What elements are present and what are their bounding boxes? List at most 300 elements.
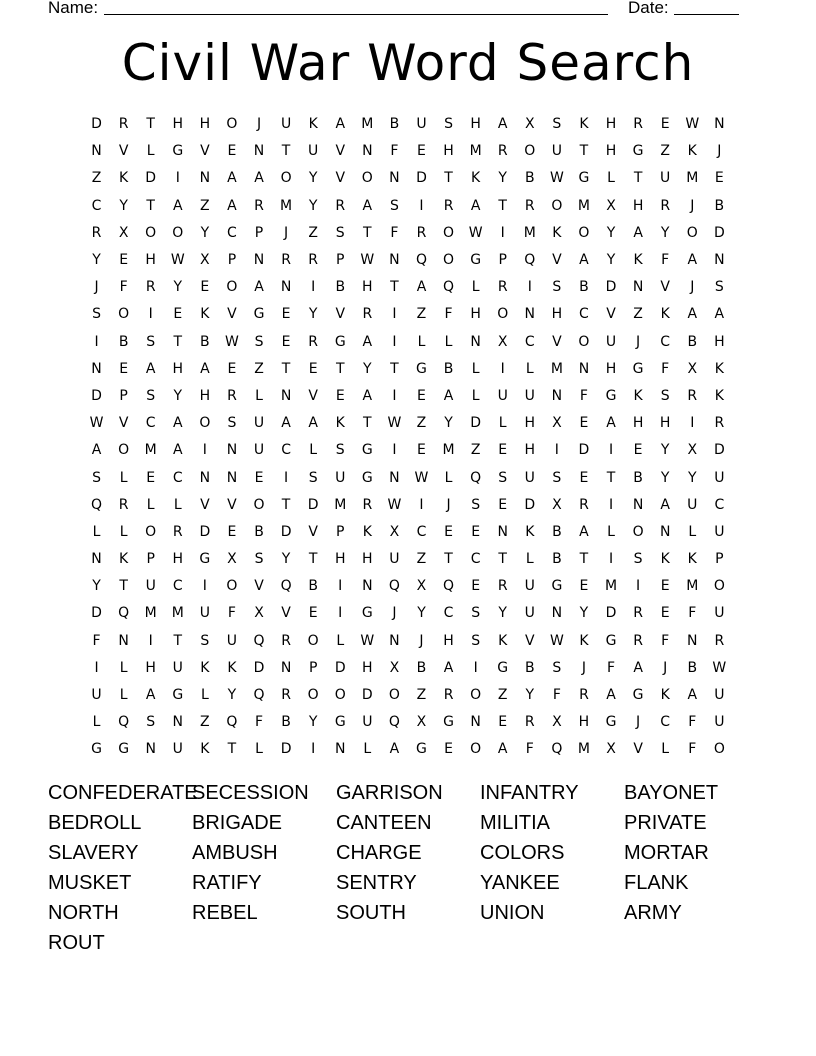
- grid-letter[interactable]: I: [527, 279, 532, 296]
- grid-letter[interactable]: N: [470, 333, 481, 350]
- grid-letter[interactable]: U: [226, 632, 238, 649]
- grid-letter[interactable]: S: [308, 469, 318, 486]
- grid-letter[interactable]: L: [146, 496, 155, 513]
- grid-letter[interactable]: V: [281, 605, 291, 622]
- grid-letter[interactable]: T: [173, 333, 183, 350]
- grid-letter[interactable]: K: [687, 143, 697, 160]
- grid-letter[interactable]: I: [392, 333, 397, 350]
- grid-letter[interactable]: F: [661, 252, 670, 269]
- grid-letter[interactable]: U: [199, 605, 210, 622]
- grid-letter[interactable]: V: [660, 279, 670, 296]
- grid-letter[interactable]: E: [227, 360, 237, 377]
- grid-letter[interactable]: F: [525, 741, 534, 758]
- grid-letter[interactable]: X: [497, 333, 508, 350]
- grid-letter[interactable]: S: [92, 306, 101, 323]
- grid-letter[interactable]: O: [632, 523, 644, 540]
- grid-letter[interactable]: P: [336, 523, 345, 540]
- grid-letter[interactable]: Z: [308, 224, 318, 241]
- grid-letter[interactable]: R: [145, 279, 156, 296]
- grid-letter[interactable]: B: [254, 523, 264, 540]
- grid-letter[interactable]: E: [579, 578, 589, 595]
- grid-letter[interactable]: A: [389, 741, 400, 758]
- grid-letter[interactable]: A: [470, 197, 481, 214]
- grid-letter[interactable]: O: [443, 252, 455, 269]
- grid-letter[interactable]: R: [254, 197, 264, 214]
- grid-letter[interactable]: A: [497, 116, 508, 133]
- grid-letter[interactable]: L: [336, 632, 345, 649]
- grid-letter[interactable]: L: [200, 687, 209, 704]
- grid-letter[interactable]: T: [281, 496, 291, 513]
- grid-letter[interactable]: A: [497, 741, 508, 758]
- grid-letter[interactable]: O: [470, 687, 482, 704]
- grid-letter[interactable]: J: [284, 224, 289, 241]
- grid-letter[interactable]: W: [360, 252, 375, 269]
- grid-letter[interactable]: A: [172, 197, 183, 214]
- grid-letter[interactable]: L: [525, 551, 534, 568]
- grid-letter[interactable]: M: [361, 116, 374, 133]
- grid-letter[interactable]: Y: [579, 605, 589, 622]
- grid-letter[interactable]: T: [579, 143, 589, 160]
- grid-letter[interactable]: U: [714, 687, 725, 704]
- grid-letter[interactable]: C: [145, 415, 156, 432]
- grid-letter[interactable]: U: [524, 387, 535, 404]
- grid-letter[interactable]: A: [606, 415, 616, 432]
- grid-letter[interactable]: B: [579, 279, 589, 296]
- grid-letter[interactable]: I: [202, 442, 207, 459]
- grid-letter[interactable]: F: [390, 143, 399, 160]
- grid-letter[interactable]: I: [392, 306, 397, 323]
- grid-letter[interactable]: O: [334, 687, 346, 704]
- grid-letter[interactable]: E: [660, 116, 670, 133]
- grid-letter[interactable]: H: [172, 551, 184, 568]
- grid-letter[interactable]: I: [338, 605, 343, 622]
- grid-letter[interactable]: U: [687, 496, 698, 513]
- grid-letter[interactable]: E: [579, 415, 589, 432]
- grid-letter[interactable]: Z: [470, 442, 481, 459]
- grid-letter[interactable]: Q: [443, 279, 455, 296]
- grid-letter[interactable]: N: [687, 632, 698, 649]
- grid-letter[interactable]: E: [227, 143, 237, 160]
- grid-letter[interactable]: T: [173, 632, 183, 649]
- grid-letter[interactable]: N: [551, 605, 563, 622]
- grid-letter[interactable]: K: [633, 387, 643, 404]
- grid-letter[interactable]: U: [280, 116, 292, 133]
- grid-letter[interactable]: M: [686, 170, 699, 187]
- name-field-line[interactable]: [104, 0, 608, 15]
- grid-letter[interactable]: S: [227, 415, 237, 432]
- grid-letter[interactable]: V: [552, 252, 562, 269]
- grid-letter[interactable]: T: [633, 170, 643, 187]
- grid-letter[interactable]: S: [146, 387, 156, 404]
- grid-letter[interactable]: G: [578, 170, 590, 187]
- grid-letter[interactable]: G: [416, 360, 427, 377]
- grid-letter[interactable]: N: [335, 741, 346, 758]
- grid-letter[interactable]: D: [145, 170, 157, 187]
- grid-letter[interactable]: D: [416, 170, 427, 187]
- grid-letter[interactable]: V: [254, 578, 264, 595]
- grid-letter[interactable]: K: [308, 116, 318, 133]
- grid-letter[interactable]: S: [146, 333, 156, 350]
- grid-letter[interactable]: Q: [253, 632, 265, 649]
- grid-letter[interactable]: W: [468, 224, 483, 241]
- grid-letter[interactable]: K: [525, 523, 535, 540]
- grid-letter[interactable]: B: [200, 333, 210, 350]
- grid-letter[interactable]: E: [146, 469, 156, 486]
- grid-letter[interactable]: A: [172, 415, 183, 432]
- grid-letter[interactable]: T: [227, 741, 237, 758]
- grid-letter[interactable]: R: [524, 197, 535, 214]
- grid-letter[interactable]: U: [605, 333, 617, 350]
- grid-letter[interactable]: C: [524, 333, 535, 350]
- grid-letter[interactable]: G: [361, 442, 373, 459]
- grid-letter[interactable]: Q: [524, 252, 536, 269]
- grid-letter[interactable]: D: [524, 496, 536, 513]
- grid-letter[interactable]: X: [416, 578, 427, 595]
- grid-letter[interactable]: O: [226, 578, 238, 595]
- grid-letter[interactable]: F: [606, 659, 616, 676]
- grid-letter[interactable]: F: [254, 714, 264, 731]
- grid-letter[interactable]: I: [636, 578, 641, 595]
- grid-letter[interactable]: T: [308, 551, 318, 568]
- grid-letter[interactable]: N: [632, 279, 644, 296]
- grid-letter[interactable]: G: [632, 687, 644, 704]
- grid-letter[interactable]: F: [688, 605, 697, 622]
- grid-letter[interactable]: A: [145, 360, 156, 377]
- grid-letter[interactable]: S: [633, 551, 643, 568]
- grid-letter[interactable]: U: [389, 551, 400, 568]
- grid-letter[interactable]: L: [498, 415, 507, 432]
- grid-letter[interactable]: A: [145, 687, 156, 704]
- grid-letter[interactable]: U: [308, 143, 319, 160]
- grid-letter[interactable]: L: [119, 687, 128, 704]
- grid-letter[interactable]: T: [498, 197, 507, 214]
- grid-letter[interactable]: S: [471, 632, 481, 649]
- grid-letter[interactable]: B: [281, 714, 291, 731]
- grid-letter[interactable]: N: [91, 143, 102, 160]
- grid-letter[interactable]: Y: [173, 279, 183, 296]
- grid-letter[interactable]: A: [362, 387, 373, 404]
- grid-letter[interactable]: X: [389, 659, 400, 676]
- grid-letter[interactable]: A: [335, 116, 346, 133]
- grid-letter[interactable]: S: [471, 496, 481, 513]
- grid-letter[interactable]: H: [632, 415, 644, 432]
- grid-letter[interactable]: O: [388, 687, 400, 704]
- grid-letter[interactable]: E: [417, 387, 426, 404]
- grid-letter[interactable]: C: [227, 224, 237, 241]
- grid-letter[interactable]: C: [579, 306, 589, 323]
- grid-letter[interactable]: H: [362, 279, 373, 296]
- grid-letter[interactable]: I: [608, 551, 614, 568]
- grid-letter[interactable]: K: [660, 551, 670, 568]
- grid-letter[interactable]: A: [362, 333, 373, 350]
- grid-letter[interactable]: S: [471, 605, 481, 622]
- grid-letter[interactable]: K: [714, 387, 724, 404]
- grid-letter[interactable]: U: [91, 687, 102, 704]
- grid-letter[interactable]: I: [311, 741, 316, 758]
- grid-letter[interactable]: J: [256, 116, 262, 133]
- grid-letter[interactable]: A: [714, 306, 725, 323]
- grid-letter[interactable]: O: [118, 306, 130, 323]
- grid-letter[interactable]: O: [470, 741, 482, 758]
- grid-letter[interactable]: C: [660, 333, 671, 350]
- grid-letter[interactable]: Q: [470, 469, 482, 486]
- grid-letter[interactable]: H: [172, 360, 184, 377]
- grid-letter[interactable]: G: [199, 551, 211, 568]
- grid-letter[interactable]: W: [387, 496, 402, 513]
- grid-letter[interactable]: F: [119, 279, 128, 296]
- grid-letter[interactable]: R: [714, 415, 725, 432]
- grid-letter[interactable]: T: [281, 360, 291, 377]
- grid-letter[interactable]: G: [172, 687, 184, 704]
- grid-letter[interactable]: I: [311, 279, 316, 296]
- grid-letter[interactable]: K: [633, 252, 643, 269]
- grid-letter[interactable]: O: [145, 523, 157, 540]
- grid-letter[interactable]: G: [118, 741, 130, 758]
- grid-letter[interactable]: R: [497, 578, 508, 595]
- grid-letter[interactable]: I: [554, 442, 559, 459]
- grid-letter[interactable]: H: [524, 442, 536, 459]
- grid-letter[interactable]: R: [281, 252, 291, 269]
- grid-letter[interactable]: D: [578, 442, 590, 459]
- grid-letter[interactable]: G: [443, 714, 454, 731]
- grid-letter[interactable]: R: [443, 687, 454, 704]
- grid-letter[interactable]: V: [552, 333, 562, 350]
- grid-letter[interactable]: H: [578, 714, 590, 731]
- grid-letter[interactable]: R: [497, 279, 508, 296]
- grid-letter[interactable]: D: [713, 224, 725, 241]
- grid-letter[interactable]: W: [360, 632, 375, 649]
- grid-letter[interactable]: N: [714, 252, 725, 269]
- grid-letter[interactable]: M: [442, 442, 455, 459]
- grid-letter[interactable]: A: [660, 496, 670, 513]
- grid-letter[interactable]: U: [253, 442, 265, 459]
- grid-letter[interactable]: L: [92, 714, 101, 731]
- grid-letter[interactable]: D: [91, 387, 102, 404]
- grid-letter[interactable]: E: [254, 469, 264, 486]
- grid-letter[interactable]: K: [687, 551, 697, 568]
- grid-letter[interactable]: S: [552, 279, 562, 296]
- grid-letter[interactable]: W: [170, 252, 185, 269]
- grid-letter[interactable]: M: [171, 605, 184, 622]
- grid-letter[interactable]: I: [500, 360, 505, 377]
- grid-letter[interactable]: H: [145, 252, 156, 269]
- grid-letter[interactable]: J: [663, 659, 668, 676]
- grid-letter[interactable]: A: [633, 659, 643, 676]
- grid-letter[interactable]: N: [226, 469, 238, 486]
- grid-letter[interactable]: N: [362, 143, 373, 160]
- grid-letter[interactable]: F: [688, 741, 697, 758]
- grid-letter[interactable]: U: [660, 170, 671, 187]
- grid-letter[interactable]: V: [118, 143, 129, 160]
- grid-letter[interactable]: F: [92, 632, 101, 649]
- grid-letter[interactable]: Y: [308, 714, 318, 731]
- grid-letter[interactable]: U: [253, 415, 265, 432]
- grid-letter[interactable]: U: [524, 469, 535, 486]
- grid-letter[interactable]: K: [200, 306, 210, 323]
- grid-letter[interactable]: Y: [308, 306, 318, 323]
- grid-letter[interactable]: H: [199, 116, 211, 133]
- grid-letter[interactable]: R: [308, 333, 319, 350]
- grid-letter[interactable]: Y: [444, 415, 453, 432]
- grid-letter[interactable]: L: [471, 360, 480, 377]
- grid-letter[interactable]: K: [714, 360, 724, 377]
- grid-letter[interactable]: X: [389, 523, 400, 540]
- grid-letter[interactable]: Y: [606, 252, 616, 269]
- grid-letter[interactable]: N: [280, 279, 292, 296]
- grid-letter[interactable]: V: [335, 170, 346, 187]
- grid-letter[interactable]: D: [253, 659, 265, 676]
- grid-letter[interactable]: O: [443, 224, 455, 241]
- grid-letter[interactable]: F: [661, 632, 670, 649]
- grid-letter[interactable]: S: [552, 469, 562, 486]
- grid-letter[interactable]: L: [444, 333, 453, 350]
- grid-letter[interactable]: P: [227, 252, 237, 269]
- grid-letter[interactable]: C: [714, 496, 725, 513]
- grid-letter[interactable]: V: [118, 415, 129, 432]
- grid-letter[interactable]: Y: [417, 605, 426, 622]
- grid-letter[interactable]: S: [335, 442, 345, 459]
- grid-letter[interactable]: R: [687, 387, 698, 404]
- grid-letter[interactable]: L: [688, 523, 697, 540]
- grid-letter[interactable]: T: [444, 551, 453, 568]
- grid-letter[interactable]: V: [335, 143, 346, 160]
- grid-letter[interactable]: N: [91, 360, 102, 377]
- grid-letter[interactable]: H: [605, 143, 617, 160]
- grid-letter[interactable]: D: [307, 496, 319, 513]
- grid-letter[interactable]: R: [714, 632, 725, 649]
- grid-letter[interactable]: J: [636, 333, 641, 350]
- grid-letter[interactable]: F: [227, 605, 236, 622]
- grid-letter[interactable]: M: [280, 197, 293, 214]
- grid-letter[interactable]: K: [119, 170, 129, 187]
- grid-letter[interactable]: L: [363, 741, 372, 758]
- grid-letter[interactable]: I: [392, 387, 397, 404]
- grid-letter[interactable]: B: [416, 659, 427, 676]
- grid-letter[interactable]: L: [607, 170, 615, 187]
- grid-letter[interactable]: F: [552, 687, 561, 704]
- grid-letter[interactable]: R: [172, 523, 183, 540]
- grid-letter[interactable]: T: [146, 197, 155, 214]
- grid-letter[interactable]: N: [524, 306, 536, 323]
- grid-letter[interactable]: Z: [660, 143, 670, 160]
- grid-letter[interactable]: H: [605, 116, 617, 133]
- grid-letter[interactable]: M: [604, 578, 618, 595]
- grid-letter[interactable]: T: [444, 170, 453, 187]
- grid-letter[interactable]: K: [498, 632, 508, 649]
- grid-letter[interactable]: T: [390, 279, 399, 296]
- grid-letter[interactable]: D: [280, 741, 292, 758]
- grid-letter[interactable]: A: [91, 442, 102, 459]
- grid-letter[interactable]: U: [714, 469, 725, 486]
- grid-letter[interactable]: I: [608, 496, 614, 513]
- grid-letter[interactable]: A: [633, 224, 643, 241]
- grid-letter[interactable]: B: [524, 659, 535, 676]
- grid-letter[interactable]: N: [659, 523, 671, 540]
- grid-letter[interactable]: X: [552, 496, 562, 513]
- grid-letter[interactable]: P: [336, 252, 345, 269]
- grid-letter[interactable]: U: [714, 605, 725, 622]
- grid-letter[interactable]: U: [172, 741, 183, 758]
- grid-letter[interactable]: I: [473, 659, 478, 676]
- grid-letter[interactable]: U: [714, 714, 725, 731]
- grid-letter[interactable]: S: [200, 632, 210, 649]
- grid-letter[interactable]: R: [281, 687, 291, 704]
- grid-letter[interactable]: N: [253, 143, 265, 160]
- grid-letter[interactable]: P: [254, 224, 264, 241]
- grid-letter[interactable]: L: [471, 387, 480, 404]
- grid-letter[interactable]: V: [200, 496, 210, 513]
- grid-letter[interactable]: D: [713, 442, 725, 459]
- grid-letter[interactable]: O: [361, 170, 373, 187]
- grid-letter[interactable]: Y: [308, 170, 318, 187]
- grid-letter[interactable]: P: [119, 387, 128, 404]
- grid-letter[interactable]: N: [91, 551, 102, 568]
- grid-letter[interactable]: D: [470, 415, 482, 432]
- grid-letter[interactable]: T: [335, 360, 345, 377]
- grid-letter[interactable]: W: [549, 170, 564, 187]
- grid-letter[interactable]: O: [551, 197, 563, 214]
- grid-letter[interactable]: T: [579, 551, 589, 568]
- grid-letter[interactable]: Y: [308, 197, 318, 214]
- grid-letter[interactable]: E: [471, 578, 481, 595]
- grid-letter[interactable]: S: [552, 116, 562, 133]
- grid-letter[interactable]: N: [226, 442, 238, 459]
- grid-letter[interactable]: I: [148, 632, 153, 649]
- grid-letter[interactable]: H: [145, 659, 156, 676]
- grid-letter[interactable]: I: [148, 306, 153, 323]
- grid-letter[interactable]: J: [636, 714, 641, 731]
- grid-letter[interactable]: Q: [388, 714, 400, 731]
- grid-letter[interactable]: G: [361, 605, 373, 622]
- grid-letter[interactable]: A: [579, 252, 589, 269]
- grid-letter[interactable]: T: [281, 143, 291, 160]
- grid-letter[interactable]: B: [389, 116, 400, 133]
- grid-letter[interactable]: T: [390, 360, 399, 377]
- grid-letter[interactable]: K: [227, 659, 237, 676]
- grid-letter[interactable]: B: [308, 578, 318, 595]
- grid-letter[interactable]: J: [446, 496, 451, 513]
- grid-letter[interactable]: R: [443, 197, 454, 214]
- grid-letter[interactable]: W: [414, 469, 429, 486]
- grid-letter[interactable]: N: [199, 170, 211, 187]
- grid-letter[interactable]: N: [389, 469, 400, 486]
- grid-letter[interactable]: G: [470, 252, 482, 269]
- grid-letter[interactable]: R: [633, 116, 643, 133]
- grid-letter[interactable]: T: [119, 578, 128, 595]
- grid-letter[interactable]: E: [417, 442, 426, 459]
- grid-letter[interactable]: L: [173, 496, 182, 513]
- grid-letter[interactable]: H: [659, 415, 671, 432]
- grid-letter[interactable]: V: [200, 143, 210, 160]
- grid-letter[interactable]: L: [471, 279, 480, 296]
- grid-letter[interactable]: H: [632, 197, 644, 214]
- grid-letter[interactable]: L: [417, 333, 426, 350]
- grid-letter[interactable]: O: [118, 442, 130, 459]
- grid-letter[interactable]: I: [690, 415, 695, 432]
- grid-letter[interactable]: Q: [388, 578, 400, 595]
- grid-letter[interactable]: Q: [415, 252, 427, 269]
- grid-letter[interactable]: A: [227, 170, 237, 187]
- grid-letter[interactable]: Y: [119, 197, 128, 214]
- grid-letter[interactable]: O: [713, 578, 725, 595]
- grid-letter[interactable]: E: [471, 523, 481, 540]
- grid-letter[interactable]: H: [714, 333, 725, 350]
- grid-letter[interactable]: L: [255, 741, 263, 758]
- grid-letter[interactable]: K: [119, 551, 129, 568]
- grid-letter[interactable]: L: [146, 143, 155, 160]
- grid-letter[interactable]: S: [146, 714, 156, 731]
- grid-letter[interactable]: E: [308, 360, 318, 377]
